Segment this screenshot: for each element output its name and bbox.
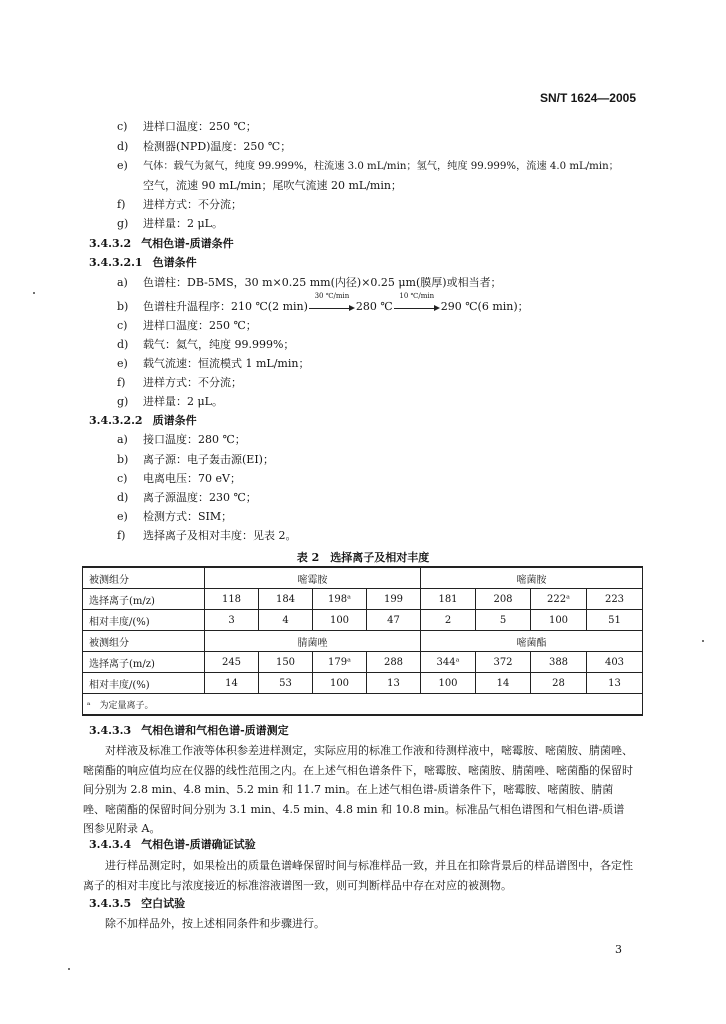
row-header: 相对丰度/(%) bbox=[83, 610, 205, 631]
abundance-cell: 5 bbox=[476, 610, 531, 631]
ion-cell: 344ᵃ bbox=[421, 652, 476, 673]
ion-cell: 288 bbox=[367, 652, 421, 673]
abundance-cell: 28 bbox=[531, 673, 587, 694]
item-label: c) bbox=[117, 120, 128, 133]
item-text: 色谱柱：DB-5MS，30 m×0.25 mm(内径)×0.25 μm(膜厚)或相当者； bbox=[143, 276, 502, 289]
list-item bbox=[117, 510, 232, 524]
list-item bbox=[117, 395, 223, 409]
abundance-cell: 100 bbox=[531, 610, 587, 631]
ion-cell: 198ᵃ bbox=[313, 589, 367, 610]
section-heading-34322 bbox=[89, 414, 197, 428]
item-label: f) bbox=[117, 198, 126, 211]
paragraph-confirmation: 进行样品测定时，如果检出的质量色谱峰保留时间与标准样品一致，并且在扣除背景后的样品谱图中，各定性离子的相对丰度比与浓度接近的标准溶液谱图一致，则可判断样品中存在对应的被测物。 bbox=[83, 859, 633, 892]
section-heading-3434 bbox=[89, 838, 256, 852]
section-number: 3.4.3.2 bbox=[89, 237, 132, 250]
item-label: d) bbox=[117, 140, 129, 153]
ramp-arrow bbox=[309, 292, 355, 312]
section-title: 气相色谱和气相色谱-质谱测定 bbox=[141, 724, 289, 737]
paragraph-blank-test: 除不加样品外，按上述相同条件和步骤进行。 bbox=[105, 917, 325, 930]
item-text: 进样方式：不分流； bbox=[143, 198, 242, 211]
item-label: g) bbox=[117, 217, 129, 230]
section-heading-3433 bbox=[89, 724, 289, 738]
page-number: 3 bbox=[615, 943, 622, 956]
list-item bbox=[117, 276, 502, 290]
row-header: 选择离子(m/z) bbox=[83, 652, 205, 673]
section-title: 气相色谱-质谱确证试验 bbox=[141, 838, 256, 851]
abundance-cell: 13 bbox=[587, 673, 643, 694]
item-text: 气体：载气为氮气，纯度 99.999%，柱流速 3.0 mL/min；氢气，纯度 99.999%，流速 4.0 mL/min； bbox=[143, 161, 619, 172]
abundance-cell: 53 bbox=[259, 673, 313, 694]
abundance-cell: 100 bbox=[313, 610, 367, 631]
section-number: 3.4.3.5 bbox=[89, 897, 132, 910]
table-row bbox=[83, 567, 643, 589]
section-heading-3432 bbox=[89, 237, 234, 251]
table-row bbox=[83, 589, 643, 610]
list-item-continuation: 空气，流速 90 mL/min；尾吹气流速 20 mL/min； bbox=[143, 179, 402, 192]
row-header: 被测组分 bbox=[83, 567, 205, 589]
scan-speck bbox=[702, 640, 704, 642]
section-title: 质谱条件 bbox=[152, 414, 197, 427]
table-row bbox=[83, 673, 643, 694]
scan-speck bbox=[68, 968, 70, 970]
ion-cell: 388 bbox=[531, 652, 587, 673]
item-text: 检测方式：SIM； bbox=[143, 510, 233, 523]
abundance-cell: 13 bbox=[367, 673, 421, 694]
section-heading-34321 bbox=[89, 256, 197, 270]
section-heading-3435 bbox=[89, 897, 185, 911]
abundance-cell: 4 bbox=[259, 610, 313, 631]
abundance-cell: 100 bbox=[421, 673, 476, 694]
table-row bbox=[83, 610, 643, 631]
table-row bbox=[83, 694, 643, 716]
item-text: 接口温度：280 ℃； bbox=[143, 433, 246, 446]
list-item bbox=[117, 198, 242, 212]
row-header: 被测组分 bbox=[83, 631, 205, 652]
list-item bbox=[117, 338, 294, 352]
item-text: 进样口温度：250 ℃； bbox=[143, 319, 257, 332]
item-text: 离子源：电子轰击源(EI)； bbox=[143, 453, 274, 466]
table-caption: 表 2 选择离子及相对丰度 bbox=[296, 551, 430, 564]
list-item bbox=[117, 120, 257, 134]
list-item bbox=[117, 357, 309, 371]
item-label: e) bbox=[117, 357, 128, 370]
item-label: a) bbox=[117, 276, 128, 289]
section-title: 空白试验 bbox=[141, 897, 186, 910]
program-start: 色谱柱升温程序：210 ℃(2 min) bbox=[143, 300, 308, 313]
item-text: 载气流速：恒流模式 1 mL/min； bbox=[143, 357, 310, 370]
temperature-program-item bbox=[117, 292, 529, 314]
ion-cell: 150 bbox=[259, 652, 313, 673]
ramp-arrow bbox=[394, 292, 440, 312]
item-text: 载气：氦气，纯度 99.999%； bbox=[143, 338, 295, 351]
ion-cell: 222ᵃ bbox=[531, 589, 587, 610]
abundance-cell: 3 bbox=[205, 610, 259, 631]
item-label: f) bbox=[117, 529, 126, 542]
section-number: 3.4.3.2.1 bbox=[89, 256, 143, 269]
section-title: 气相色谱-质谱条件 bbox=[141, 237, 234, 250]
program-mid: 280 ℃ bbox=[355, 300, 393, 313]
table-row bbox=[83, 652, 643, 673]
row-header: 相对丰度/(%) bbox=[83, 673, 205, 694]
row-header: 选择离子(m/z) bbox=[83, 589, 205, 610]
ion-cell: 223 bbox=[587, 589, 643, 610]
paragraph-gc-determination: 对样液及标准工作液等体积参差进样测定，实际应用的标准工作液和待测样液中，嘧霉胺、嘧菌胺、腈菌唑、嘧菌酯的响应值均应在仪器的线性范围之内。在上述气相色谱条件下，嘧霉胺、嘧菌胺、腈菌唑、嘧菌酯的保留时间分别为 2.8 min、4.8 min、5.2 min 和 11.7 min。在上述气相色谱-质谱条件下，嘧霉胺、嘧菌胺、腈菌唑、嘧菌酯的保留时间分别为 3.1 min、4.5 min、4.8 min 和 10.8 min。标准品气相色谱图和气相色谱-质谱图参见附录 A。 bbox=[83, 744, 633, 835]
item-label: b) bbox=[117, 453, 129, 466]
selected-ions-table bbox=[82, 566, 643, 716]
ion-cell: 372 bbox=[476, 652, 531, 673]
item-label: d) bbox=[117, 338, 129, 351]
list-item bbox=[117, 433, 246, 447]
ion-cell: 208 bbox=[476, 589, 531, 610]
table-footnote: ᵃ 为定量离子。 bbox=[83, 694, 643, 716]
list-item bbox=[117, 217, 223, 231]
item-text: 进样量：2 μL。 bbox=[143, 217, 223, 230]
item-label: a) bbox=[117, 433, 128, 446]
abundance-cell: 47 bbox=[367, 610, 421, 631]
ion-cell: 118 bbox=[205, 589, 259, 610]
compound-name: 腈菌唑 bbox=[205, 631, 421, 652]
ion-cell: 403 bbox=[587, 652, 643, 673]
standard-number: SN/T 1624—2005 bbox=[539, 91, 636, 105]
item-label: c) bbox=[117, 472, 128, 485]
abundance-cell: 51 bbox=[587, 610, 643, 631]
section-number: 3.4.3.2.2 bbox=[89, 414, 143, 427]
item-label: c) bbox=[117, 319, 128, 332]
ion-cell: 184 bbox=[259, 589, 313, 610]
item-label: g) bbox=[117, 395, 129, 408]
ion-cell: 199 bbox=[367, 589, 421, 610]
list-item bbox=[117, 376, 242, 390]
item-text: 检测器(NPD)温度：250 ℃； bbox=[143, 140, 292, 153]
compound-name: 嘧霉胺 bbox=[205, 567, 421, 589]
list-item bbox=[117, 453, 274, 467]
ion-cell: 245 bbox=[205, 652, 259, 673]
item-label: f) bbox=[117, 376, 126, 389]
list-item bbox=[117, 140, 291, 154]
scan-speck bbox=[33, 292, 35, 294]
section-title: 色谱条件 bbox=[152, 256, 197, 269]
section-number: 3.4.3.3 bbox=[89, 724, 132, 737]
abundance-cell: 14 bbox=[205, 673, 259, 694]
item-text: 离子源温度：230 ℃； bbox=[143, 491, 257, 504]
abundance-cell: 14 bbox=[476, 673, 531, 694]
list-item bbox=[117, 319, 257, 333]
item-label: b) bbox=[117, 300, 129, 313]
item-label: d) bbox=[117, 491, 129, 504]
item-text: 进样口温度：250 ℃； bbox=[143, 120, 257, 133]
list-item bbox=[117, 529, 297, 543]
compound-name: 嘧菌酯 bbox=[421, 631, 643, 652]
table-row bbox=[83, 631, 643, 652]
compound-name: 嘧菌胺 bbox=[421, 567, 643, 589]
ramp-rate-1: 30 ℃/min bbox=[314, 292, 350, 300]
abundance-cell: 2 bbox=[421, 610, 476, 631]
section-number: 3.4.3.4 bbox=[89, 838, 132, 851]
item-text: 电离电压：70 eV； bbox=[143, 472, 241, 485]
list-item bbox=[117, 491, 257, 505]
item-text: 选择离子及相对丰度：见表 2。 bbox=[143, 529, 297, 542]
item-label: e) bbox=[117, 159, 128, 172]
list-item bbox=[117, 472, 241, 486]
list-item bbox=[117, 159, 619, 174]
ion-cell: 179ᵃ bbox=[313, 652, 367, 673]
ramp-rate-2: 10 ℃/min bbox=[399, 292, 435, 300]
abundance-cell: 100 bbox=[313, 673, 367, 694]
item-text: 进样方式：不分流； bbox=[143, 376, 242, 389]
item-label: e) bbox=[117, 510, 128, 523]
item-text: 进样量：2 μL。 bbox=[143, 395, 223, 408]
program-end: 290 ℃(6 min)； bbox=[440, 300, 529, 313]
ion-cell: 181 bbox=[421, 589, 476, 610]
